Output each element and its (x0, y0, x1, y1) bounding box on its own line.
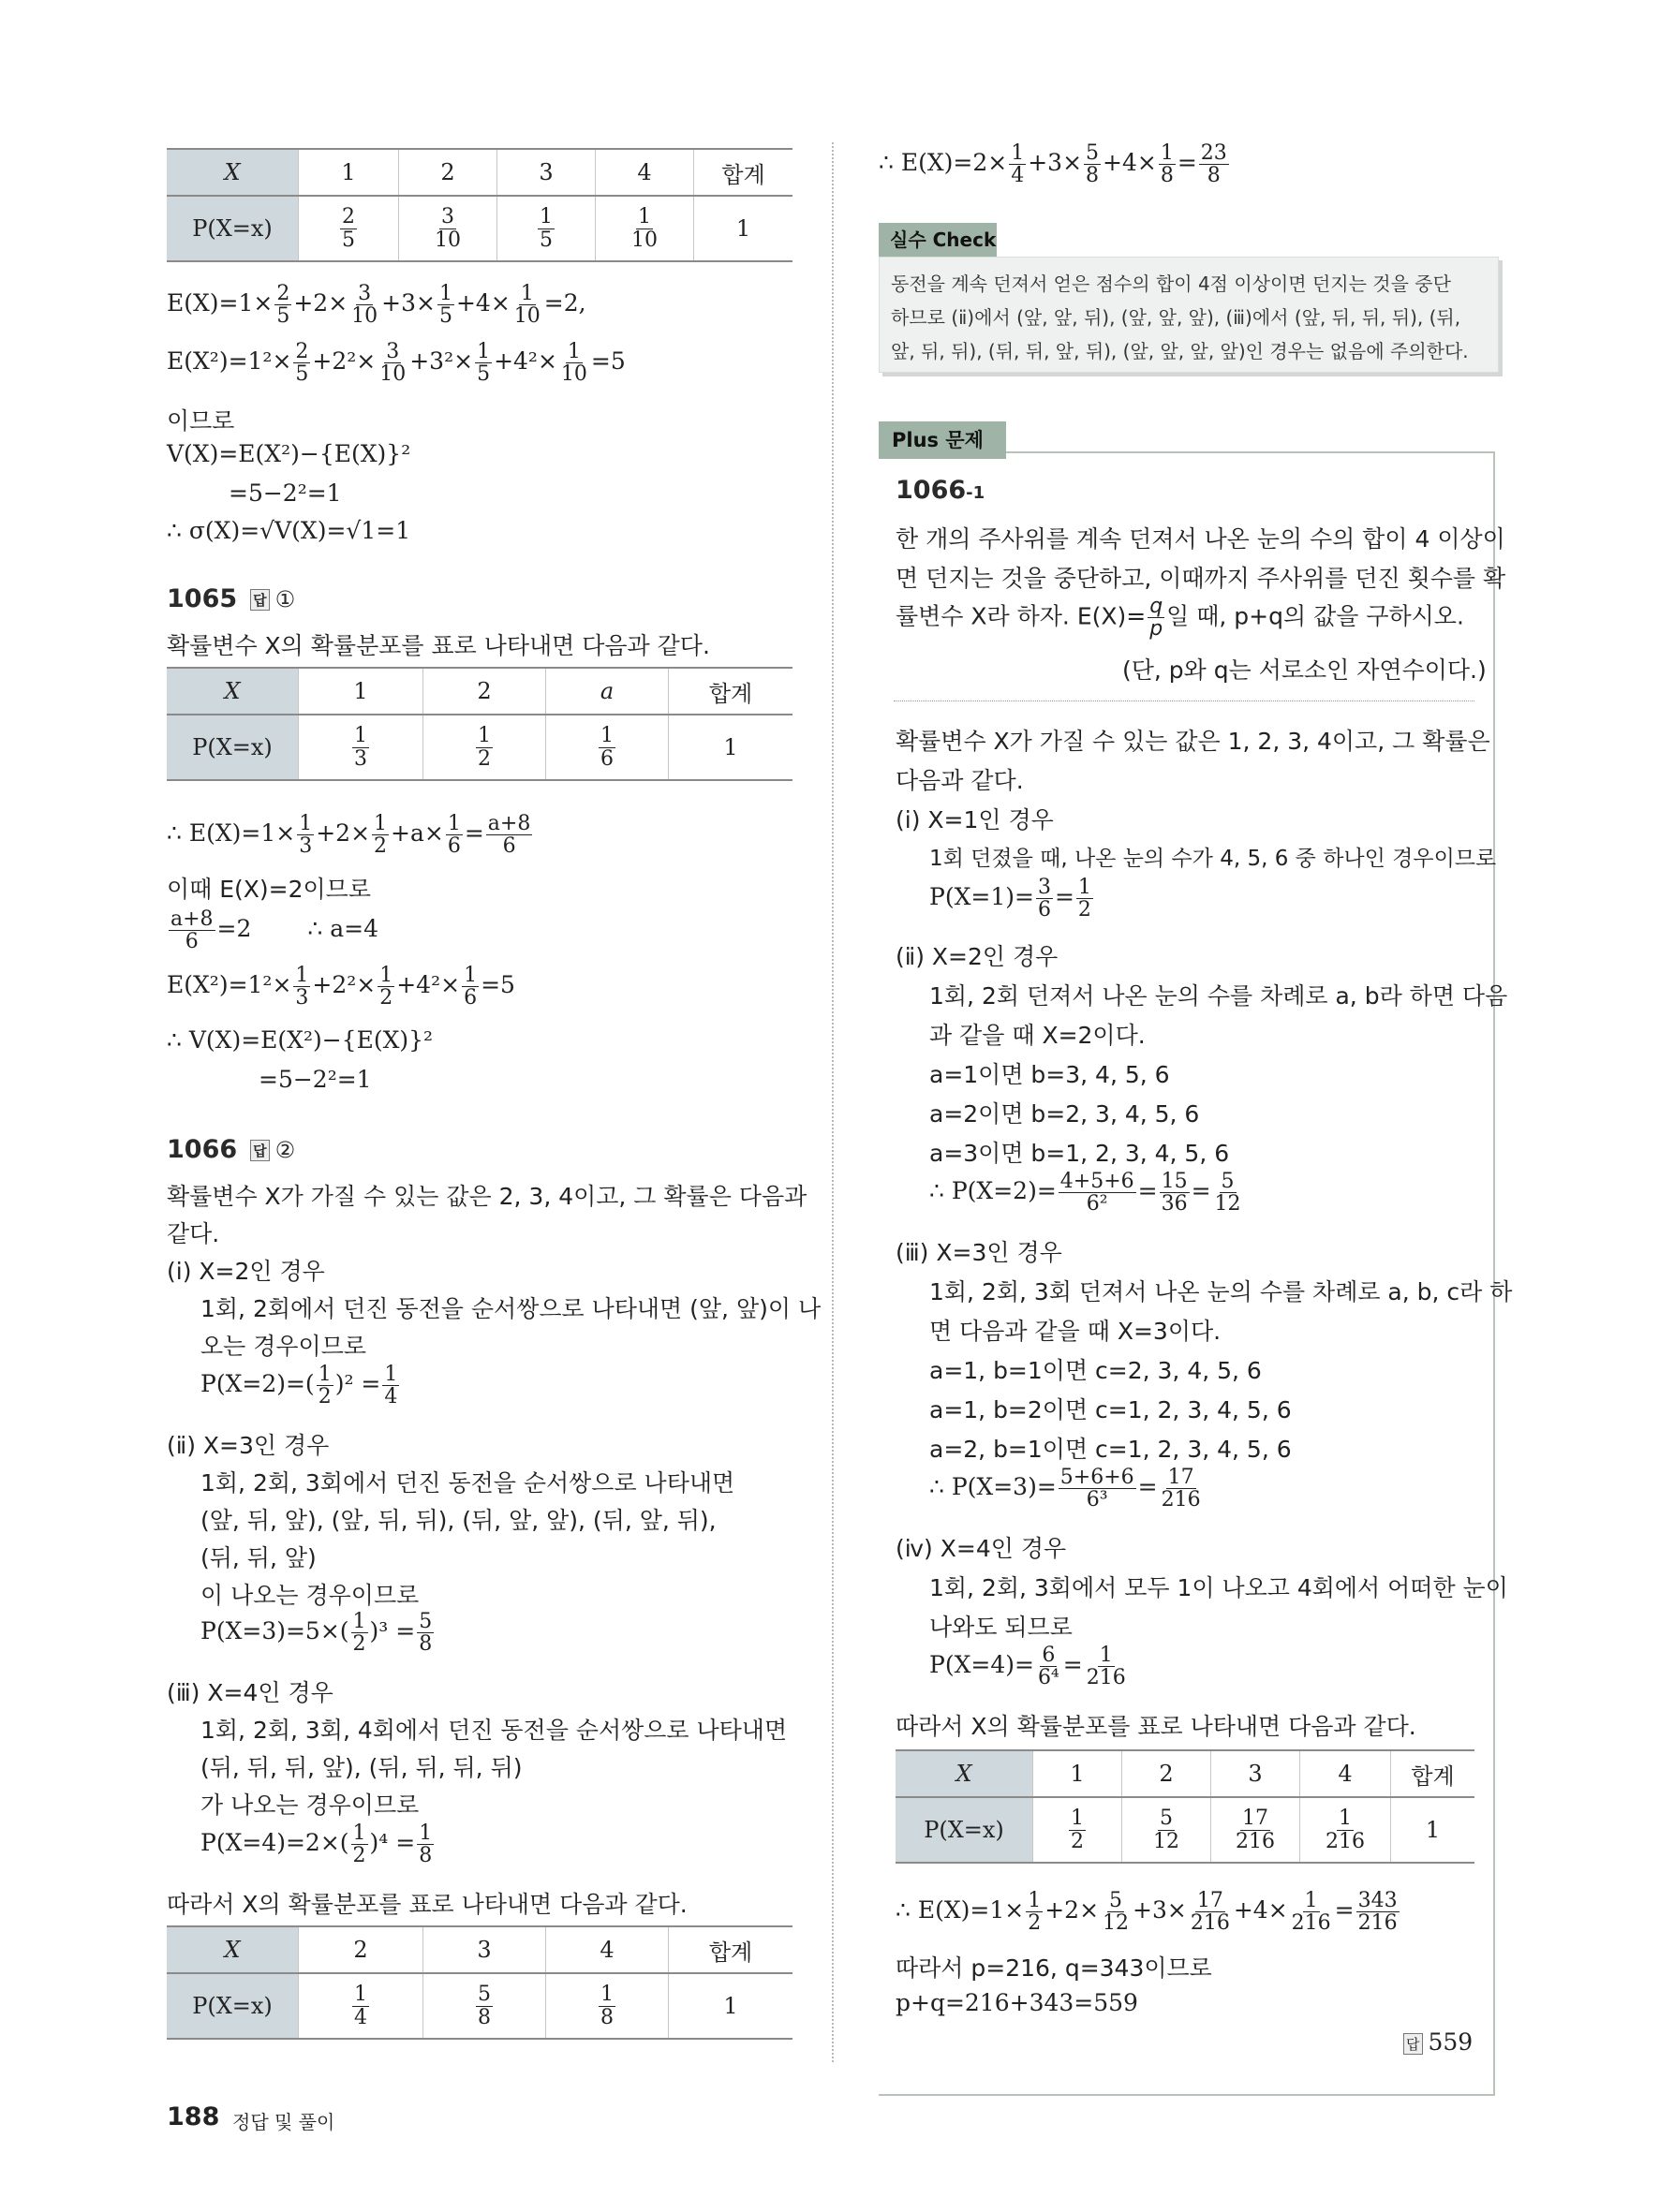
text-line: 1회, 2회, 3회에서 던진 동전을 순서쌍으로 나타내면 (200, 1469, 735, 1497)
expectation-equation: E(X)=1× $\frac{2}{5}$ +2× $\frac{3}{10}$ +3× $\frac{1}{5}$ +4× $\frac{1}{10}$ =2, (167, 282, 586, 329)
text-line: 같다. (167, 1220, 220, 1247)
column-divider (832, 142, 834, 2062)
text-line: 앞, 뒤, 뒤), (뒤, 뒤, 앞, 뒤), (앞, 앞, 앞, 앞)인 경우는 없음에 주의한다. (891, 340, 1469, 362)
case-title: (ⅰ) X=1인 경우 (896, 806, 1054, 833)
table-row-label: P(X=x) (896, 1797, 1033, 1863)
case-title: (ⅲ) X=3인 경우 (896, 1239, 1062, 1266)
fraction: $\frac{2}{5}$ (342, 205, 355, 252)
table-cell: 1 (669, 1973, 793, 2039)
text-line: 확률변수 X가 가질 수 있는 값은 1, 2, 3, 4이고, 그 확률은 (896, 728, 1490, 755)
table-cell: 1 (694, 196, 793, 261)
expectation-equation: ∴ E(X)=2× $\frac{1}{4}$ +3× $\frac{5}{8}$ +4× $\frac{1}{8}$ = $\frac{23}{8}$ (879, 141, 1227, 188)
case-title: (ⅱ) X=3인 경우 (167, 1432, 330, 1459)
answer-icon: 답 (250, 589, 270, 611)
probability-table-1066 (167, 1925, 792, 2040)
variance-equation: =5−2²=1 (229, 479, 342, 507)
text-line: 면 던지는 것을 중단하고, 이때까지 주사위를 던진 횟수를 확 (896, 565, 1506, 592)
section-title: 정답 및 풀이 (232, 2111, 335, 2133)
probability-table-plus (896, 1749, 1474, 1864)
probability-equation: P(X=4)=2×( $\frac{1}{2}$ )⁴ = $\frac{1}{8}$ (200, 1821, 433, 1868)
text-line: 따라서 X의 확률분포를 표로 나타내면 다음과 같다. (167, 1891, 688, 1918)
table-header-cell: 1 (1033, 1750, 1122, 1797)
table-header-cell: 2 (423, 668, 546, 715)
text-line: p+q=216+343=559 (896, 1989, 1138, 2016)
table-cell: $\frac{1}{216}$ (1300, 1797, 1391, 1863)
text-line: (앞, 뒤, 앞), (앞, 뒤, 뒤), (뒤, 앞, 앞), (뒤, 앞, 뒤), (200, 1507, 717, 1534)
text-line: 과 같을 때 X=2이다. (929, 1022, 1146, 1049)
fraction: $\frac{1}{5}$ (540, 205, 553, 252)
probability-table-1065 (167, 667, 792, 781)
text-line: (단, p와 q는 서로소인 자연수이다.) (1122, 656, 1487, 684)
table-row-label: P(X=x) (167, 1973, 299, 2039)
text-line: 확률변수 X의 확률분포를 표로 나타내면 다음과 같다. (167, 632, 710, 659)
case-title: (ⅱ) X=2인 경우 (896, 943, 1059, 970)
mistake-check-label: 실수 Check (879, 223, 997, 257)
text-line: 면 다음과 같을 때 X=3이다. (929, 1318, 1222, 1345)
solve-equation: $\frac{a+8}{6}$ =2 ∴ a=4 (170, 907, 379, 954)
table-cell: $\frac{17}{216}$ (1211, 1797, 1300, 1863)
answer-icon: 답 (250, 1140, 270, 1161)
table-cell: $\frac{5}{12}$ (1122, 1797, 1211, 1863)
table-cell: $\frac{1}{2}$ (423, 715, 546, 780)
text-line: (뒤, 뒤, 뒤, 앞), (뒤, 뒤, 뒤, 뒤) (200, 1754, 523, 1781)
expectation-equation: ∴ E(X)=1× $\frac{1}{2}$ +2× $\frac{5}{12}$ +3× $\frac{17}{216}$ +4× $\frac{1}{216}$ = $\frac{343}{216}$ (896, 1889, 1398, 1936)
table-header-cell: 4 (546, 1926, 669, 1973)
expectation-equation: ∴ E(X)=1× $\frac{1}{3}$ +2× $\frac{1}{2}$ +a× $\frac{1}{6}$ = $\frac{a+8}{6}$ (167, 812, 531, 859)
table-cell: 1 (669, 715, 793, 780)
table-header-cell: 3 (1211, 1750, 1300, 1797)
final-answer: 답 559 (1403, 2028, 1473, 2056)
text-line: 1회, 2회, 3회 던져서 나온 눈의 수를 차례로 a, b, c라 하 (929, 1278, 1513, 1305)
table-header-cell: 4 (1300, 1750, 1391, 1797)
text-line: 1회, 2회, 3회에서 모두 1이 나오고 4회에서 어떠한 눈이 (929, 1574, 1508, 1601)
text-line: 확률변수 X가 가질 수 있는 값은 2, 3, 4이고, 그 확률은 다음과 (167, 1183, 807, 1210)
text-line: 이므로 (167, 407, 235, 435)
variance-equation: =5−2²=1 (259, 1066, 372, 1093)
probability-equation: P(X=1)= $\frac{3}{6}$ = $\frac{1}{2}$ (929, 876, 1091, 922)
problem-number: 1066-1 (896, 476, 985, 505)
fraction: $\frac{3}{10}$ (435, 205, 461, 252)
variance-equation: ∴ V(X)=E(X²)−{E(X)}² (167, 1026, 434, 1054)
second-moment-equation: E(X²)=1²× $\frac{1}{3}$ +2²× $\frac{1}{2}$ +4²× $\frac{1}{6}$ =5 (167, 964, 515, 1010)
table-header-cell: 4 (596, 149, 694, 196)
table-header-cell: 2 (1122, 1750, 1211, 1797)
problem-number: 1066 답 ② (167, 1135, 296, 1164)
probability-table-1064 (167, 148, 792, 262)
table-header-cell: 2 (299, 1926, 423, 1973)
problem-line: 률변수 X라 하자. E(X)= $\frac{q}{p}$ 일 때, p+q의 값을 구하시오. (896, 595, 1464, 641)
text-line: a=2, b=1이면 c=1, 2, 3, 4, 5, 6 (929, 1436, 1292, 1463)
table-cell (497, 196, 596, 261)
sd-equation: ∴ σ(X)=√V(X)=√1=1 (167, 517, 411, 544)
dotted-separator (894, 700, 1474, 701)
table-header-cell: 합계 (669, 1926, 793, 1973)
text-line: 1회, 2회, 3회, 4회에서 던진 동전을 순서쌍으로 나타내면 (200, 1717, 788, 1744)
probability-equation: P(X=3)=5×( $\frac{1}{2}$ )³ = $\frac{5}{8}$ (200, 1610, 433, 1657)
probability-equation: P(X=2)=( $\frac{1}{2}$ )² = $\frac{1}{4}$ (200, 1363, 398, 1409)
text-line: 이때 E(X)=2이므로 (167, 876, 371, 903)
text-line: 1회, 2회 던져서 나온 눈의 수를 차례로 a, b라 하면 다음 (929, 982, 1508, 1010)
table-cell (299, 196, 399, 261)
table-header-cell: 1 (299, 668, 423, 715)
case-title: (ⅰ) X=2인 경우 (167, 1258, 325, 1285)
text-line: 다음과 같다. (896, 767, 1024, 794)
text-line: 나와도 되므로 (929, 1614, 1073, 1641)
text-line: 가 나오는 경우이므로 (200, 1792, 420, 1819)
text-line: a=1, b=2이면 c=1, 2, 3, 4, 5, 6 (929, 1396, 1292, 1423)
table-cell: $\frac{1}{8}$ (546, 1973, 669, 2039)
second-moment-equation: E(X²)=1²× $\frac{2}{5}$ +2²× $\frac{3}{10}$ +3²× $\frac{1}{5}$ +4²× $\frac{1}{10}$ =5 (167, 340, 626, 387)
table-cell (596, 196, 694, 261)
text-line: a=1, b=1이면 c=2, 3, 4, 5, 6 (929, 1357, 1262, 1384)
page-number: 188 (167, 2102, 220, 2131)
table-cell (399, 196, 497, 261)
answer-choice: ① (274, 586, 296, 612)
problem-number: 1065 답 ① (167, 584, 296, 613)
probability-equation: P(X=4)= $\frac{6}{\text{6⁴}}$ = $\frac{1}{216}$ (929, 1644, 1126, 1690)
text-line: a=1이면 b=3, 4, 5, 6 (929, 1061, 1170, 1088)
table-header-cell: X (167, 668, 299, 715)
table-header-cell: 합계 (1391, 1750, 1475, 1797)
table-header-cell: 합계 (669, 668, 793, 715)
text-line: 한 개의 주사위를 계속 던져서 나온 눈의 수의 합이 4 이상이 (896, 525, 1505, 553)
text-line: 1회, 2회에서 던진 동전을 순서쌍으로 나타내면 (앞, 앞)이 나 (200, 1295, 822, 1322)
text-line: (뒤, 뒤, 앞) (200, 1544, 317, 1571)
table-cell: $\frac{1}{4}$ (299, 1973, 423, 2039)
case-title: (ⅳ) X=4인 경우 (896, 1535, 1067, 1562)
text-line: 1회 던졌을 때, 나온 눈의 수가 4, 5, 6 중 하나인 경우이므로 (929, 847, 1497, 871)
table-cell: $\frac{5}{8}$ (423, 1973, 546, 2039)
fraction: $\frac{1}{10}$ (631, 205, 658, 252)
table-cell: $\frac{1}{3}$ (299, 715, 423, 780)
answer-icon: 답 (1403, 2033, 1423, 2055)
text-line: 하므로 (ⅱ)에서 (앞, 앞, 뒤), (앞, 앞, 앞), (ⅲ)에서 (앞, 뒤, 뒤, 뒤), (뒤, (891, 306, 1461, 329)
text-line: a=2이면 b=2, 3, 4, 5, 6 (929, 1100, 1200, 1128)
variance-equation: V(X)=E(X²)−{E(X)}² (167, 440, 411, 467)
answer-choice: ② (274, 1137, 296, 1163)
probability-equation: ∴ P(X=2)= $\frac{4+5+6}{\text{6²}}$ = $\frac{15}{36}$ = $\frac{5}{12}$ (929, 1170, 1241, 1217)
table-header-cell: 2 (399, 149, 497, 196)
plus-problem-label: Plus 문제 (879, 421, 1006, 459)
text-line: 이 나오는 경우이므로 (200, 1582, 420, 1609)
table-header-cell: X (167, 149, 299, 196)
table-cell: $\frac{1}{2}$ (1033, 1797, 1122, 1863)
table-header-cell: X (167, 1926, 299, 1973)
table-cell: $\frac{1}{6}$ (546, 715, 669, 780)
table-header-cell: a (546, 668, 669, 715)
table-row-label: P(X=x) (167, 715, 299, 780)
table-header-cell: 1 (299, 149, 399, 196)
mistake-check-box (879, 257, 1499, 373)
text-line: 따라서 X의 확률분포를 표로 나타내면 다음과 같다. (896, 1713, 1416, 1740)
case-title: (ⅲ) X=4인 경우 (167, 1679, 333, 1706)
text-line: 오는 경우이므로 (200, 1333, 366, 1360)
table-row-label: P(X=x) (167, 196, 299, 261)
table-header-cell: 3 (497, 149, 596, 196)
table-header-cell: 합계 (694, 149, 793, 196)
text-line: a=3이면 b=1, 2, 3, 4, 5, 6 (929, 1140, 1230, 1167)
probability-equation: ∴ P(X=3)= $\frac{5+6+6}{\text{6³}}$ = $\frac{17}{216}$ (929, 1466, 1201, 1512)
table-header-cell: X (896, 1750, 1033, 1797)
table-cell: 1 (1391, 1797, 1475, 1863)
table-header-cell: 3 (423, 1926, 546, 1973)
text-line: 따라서 p=216, q=343이므로 (896, 1954, 1212, 1982)
text-line: 동전을 계속 던져서 얻은 점수의 합이 4점 이상이면 던지는 것을 중단 (891, 273, 1451, 295)
